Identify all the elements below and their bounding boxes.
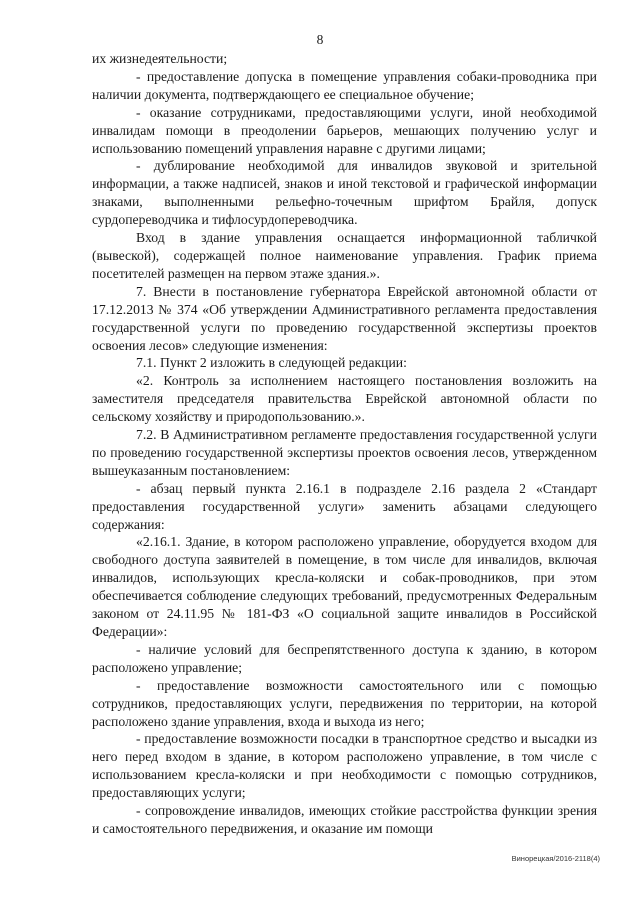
paragraph-unobstructed-access: - наличие условий для беспрепятственного доступа к зданию, в котором расположено управление; [92, 641, 597, 675]
paragraph-escort: - сопровождение инвалидов, имеющих стойкие расстройства функции зрения и самостоятельного передвижения, и оказание им помощи [92, 803, 597, 836]
paragraph-independent-movement: - предоставление возможности самостоятельного или с помощью сотрудников, предоставляющих услуги, передвижения по территории, на которой расположено здание управления, входа и выхода из него; [92, 677, 597, 729]
paragraph-guide-dog-access: - предоставление допуска в помещение управления собаки-проводника при наличии документа, подтверждающего ее специальное обучение; [92, 68, 597, 102]
paragraph-2-16-1-text: «2.16.1. Здание, в котором расположено управление, оборудуется входом для свободного доступа заявителей в помещение, в том числе для инвалидов, включая инвалидов, использующих кресла-коляски и собак-проводников, при этом обеспечивается соблюдение следующих требований, предусмотренных Федеральным законом от 24.11.95 № 181-ФЗ «О социальной защите инвалидов в Российской Федерации»: [92, 534, 597, 639]
paragraph-item-7-1: 7.1. Пункт 2 изложить в следующей редакции: [136, 355, 407, 371]
paragraph-amend-2-16-1: - абзац первый пункта 2.16.1 в подразделе 2.16 раздела 2 «Стандарт предоставления государственной услуги» заменить абзацами следующего содержания: [92, 480, 597, 532]
paragraph-continuation: их жизнедеятельности; [92, 51, 228, 66]
paragraph-item-7: 7. Внести в постановление губернатора Еврейской автономной области от 17.12.2013 № 374 «Об утверждении Административного регламента предоставления государственной услуги по проведению государственной экспертизы проектов освоения лесов» следующие изменения: [92, 283, 597, 353]
paragraph-staff-assistance: - оказание сотрудниками, предоставляющими услуги, иной необходимой инвалидам помощи в преодолении барьеров, мешающих получению услуг и использованию помещений управления наравне с другими лицами; [92, 104, 597, 156]
paragraph-vehicle-boarding: - предоставление возможности посадки в транспортное средство и высадки из него перед входом в здание, в котором расположено управление, в том числе с использованием кресла-коляски и при необходимости с помощью сотрудников, предоставляющих услуги; [92, 731, 597, 801]
document-footer-code: Винорецкая/2016-2118(4) [511, 854, 600, 863]
paragraph-braille-duplication: - дублирование необходимой для инвалидов звуковой и зрительной информации, а также надписей, знаков и иной текстовой и графической информации знаками, выполненными рельефно-точечным шрифтом Брайля, допуск сурдопереводчика и тифлосурдопереводчика. [92, 158, 597, 228]
paragraph-entrance-sign: Вход в здание управления оснащается информационной табличкой (вывеской), содержащей полное наименование управления. График приема посетителей размещен на первом этаже здания.». [92, 230, 597, 281]
paragraph-control-clause: «2. Контроль за исполнением настоящего постановления возложить на заместителя председателя правительства Еврейской автономной области по сельскому хозяйству и природопользованию.». [92, 373, 597, 425]
page-number: 8 [316, 32, 324, 47]
document-body [92, 50, 597, 838]
paragraph-item-7-2: 7.2. В Административном регламенте предоставления государственной услуги по проведению государственной экспертизы проектов освоения лесов, утвержденном вышеуказанным постановлением: [92, 427, 597, 478]
